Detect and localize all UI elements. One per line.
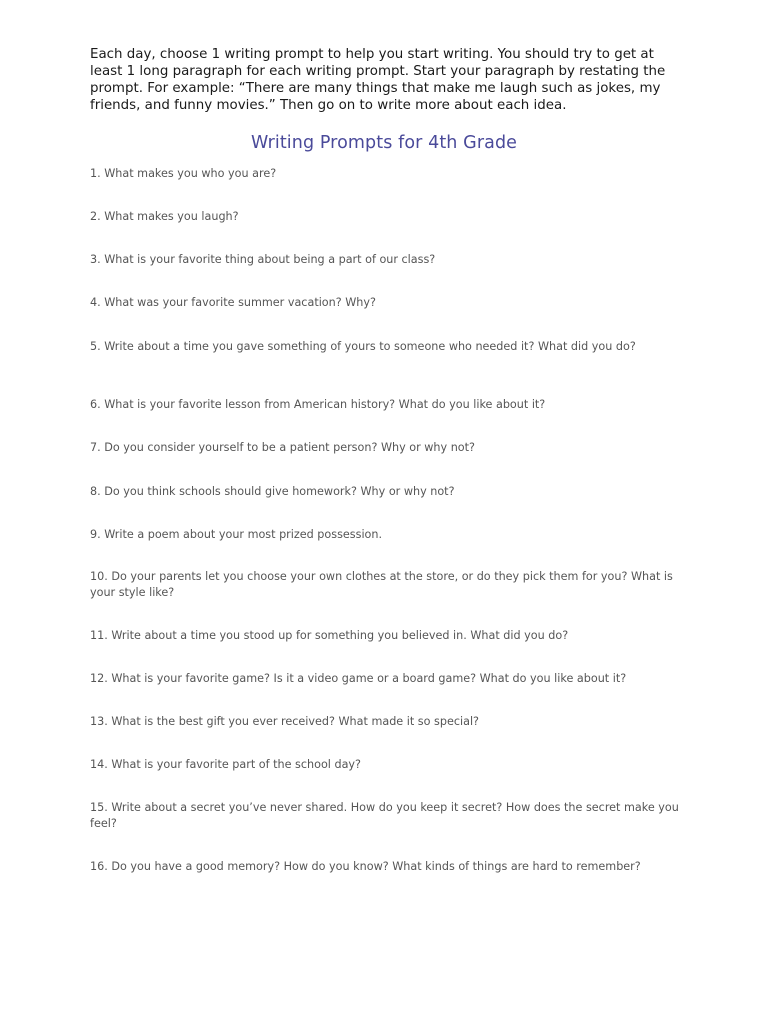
page-title: Writing Prompts for 4th Grade: [250, 133, 518, 153]
prompt-item: 7. Do you consider yourself to be a patient person? Why or why not?: [90, 441, 475, 454]
prompt-item: 13. What is the best gift you ever received? What made it so special?: [90, 715, 479, 728]
prompt-item: 14. What is your favorite part of the school day?: [90, 758, 361, 771]
prompt-item: 2. What makes you laugh?: [90, 210, 239, 223]
prompt-item: 15. Write about a secret you’ve never shared. How do you keep it secret? How does the secret make you feel?: [90, 801, 679, 830]
prompt-item: 10. Do your parents let you choose your own clothes at the store, or do they pick them for you? What is your style like?: [90, 570, 673, 599]
prompt-item: 11. Write about a time you stood up for something you believed in. What did you do?: [90, 629, 569, 642]
prompt-item: 12. What is your favorite game? Is it a video game or a board game? What do you like about it?: [90, 672, 627, 685]
prompt-item: 6. What is your favorite lesson from American history? What do you like about it?: [90, 398, 546, 411]
prompt-item: 3. What is your favorite thing about being a part of our class?: [90, 253, 436, 266]
prompt-item: 4. What was your favorite summer vacation? Why?: [90, 296, 376, 309]
prompt-item: 5. Write about a time you gave something of yours to someone who needed it? What did you do?: [90, 340, 636, 353]
prompt-item: 1. What makes you who you are?: [90, 167, 277, 180]
instructions-paragraph: Each day, choose 1 writing prompt to help you start writing. You should try to get at least 1 long paragraph for each writing prompt. Start your paragraph by restating the prompt. For example: “There are many things that make me laugh such as jokes, my friends, and funny movies.” Then go on to write more about each idea.: [90, 47, 666, 113]
prompt-item: 8. Do you think schools should give homework? Why or why not?: [90, 485, 455, 498]
prompt-item: 16. Do you have a good memory? How do you know? What kinds of things are hard to remember?: [90, 860, 641, 873]
prompt-item: 9. Write a poem about your most prized possession.: [90, 528, 383, 541]
